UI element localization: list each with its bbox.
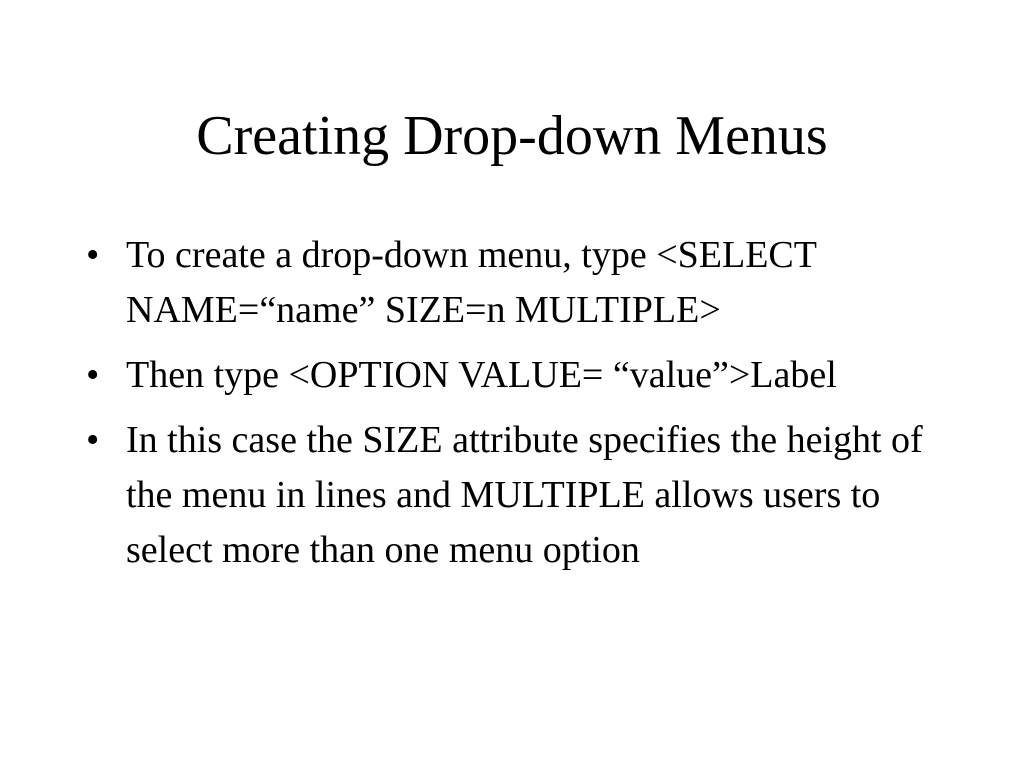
bullet-text: Then type <OPTION VALUE= “value”>Label — [126, 354, 837, 396]
bullet-item — [86, 348, 946, 403]
bullet-icon: • — [86, 234, 100, 276]
bullet-list — [86, 228, 946, 588]
slide-title: Creating Drop-down Menus — [196, 105, 828, 167]
bullet-text: In this case the SIZE attribute specifies the height of the menu in lines and MULTIPLE allows users to select more than one menu option — [126, 419, 923, 571]
bullet-text: To create a drop-down menu, type <SELECT NAME=“name” SIZE=n MULTIPLE> — [126, 234, 817, 331]
bullet-icon: • — [86, 419, 100, 461]
bullet-item — [86, 413, 946, 578]
bullet-icon: • — [86, 354, 100, 396]
bullet-item — [86, 228, 946, 338]
